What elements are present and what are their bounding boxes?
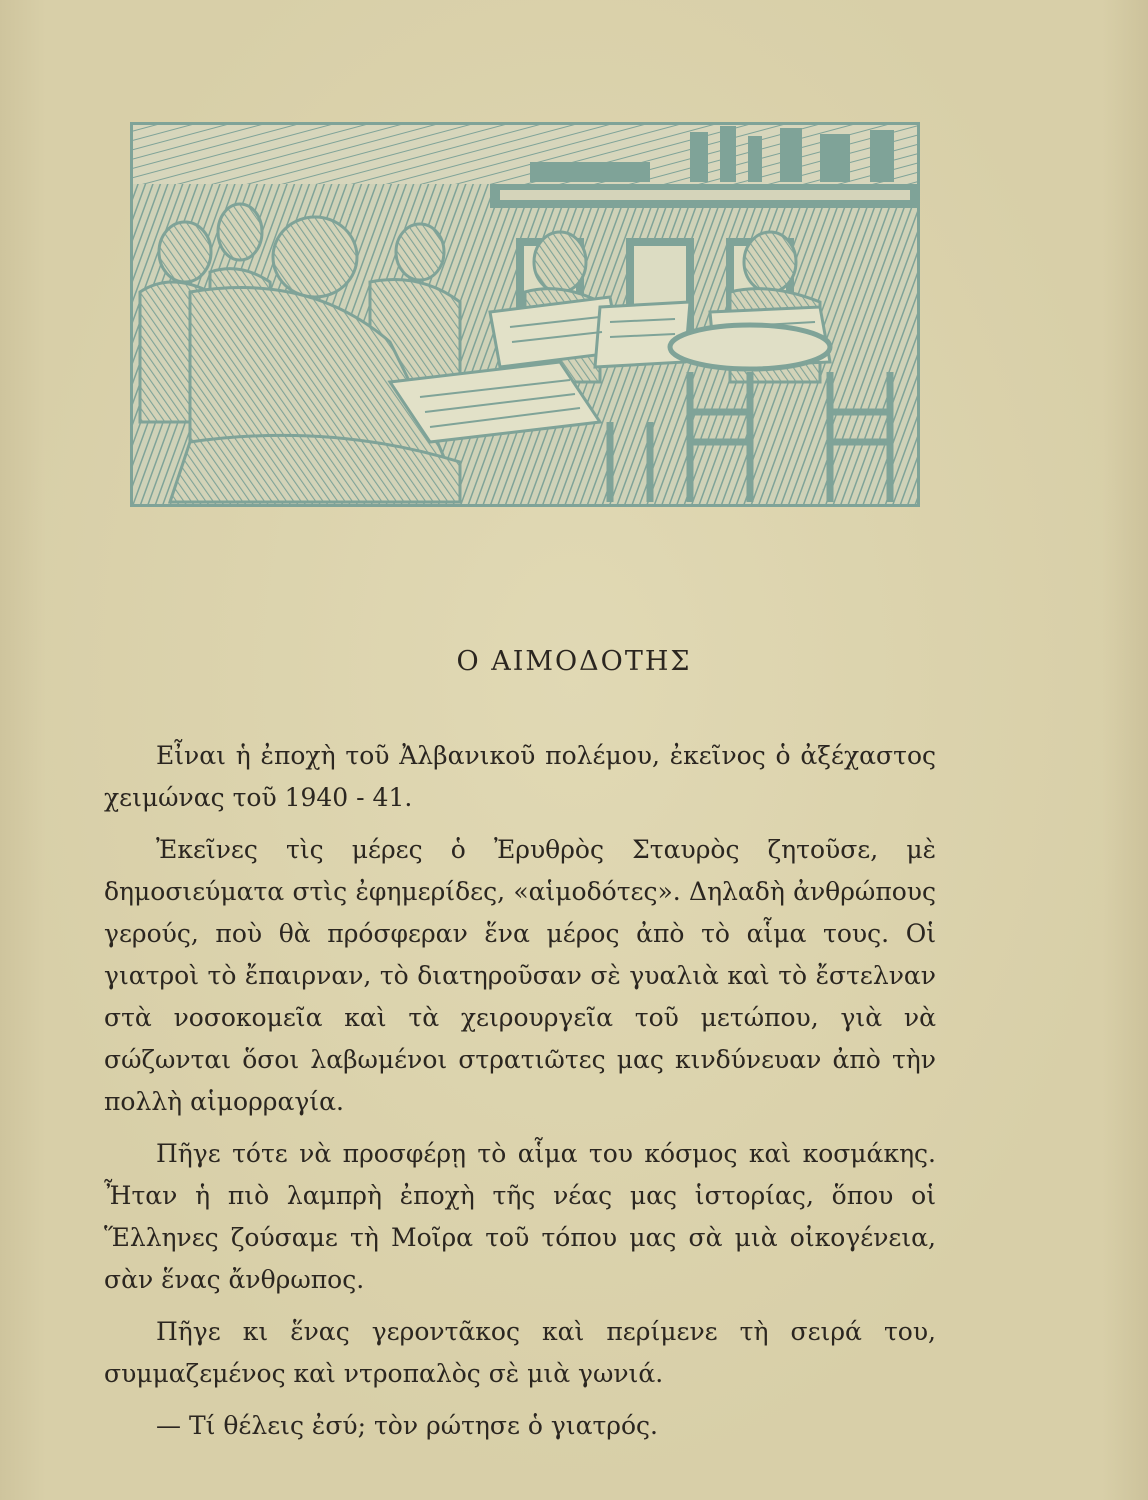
cafe-newspaper-readers-image bbox=[130, 122, 920, 507]
dialogue-line: — Τί θέλεις ἐσύ; τὸν ρώτησε ὁ γιατρός. bbox=[156, 1411, 659, 1440]
chapter-title: Ο ΑΙΜΟΔΟΤΗΣ bbox=[456, 646, 692, 677]
woodcut-illustration bbox=[130, 122, 920, 507]
paragraph: Πῆγε κι ἕνας γεροντᾶκος καὶ περίμενε τὴ σειρά του, συμμαζεμένος καὶ ντροπαλὸς σὲ μιὰ γωνιά. bbox=[104, 1317, 936, 1388]
body-text bbox=[104, 735, 936, 1457]
paragraph: Πῆγε τότε νὰ προσφέρῃ τὸ αἷμα του κόσμος καὶ κοσμάκης. Ἦταν ἡ πιὸ λαμπρὴ ἐποχὴ τῆς νέας μας ἱστορίας, ὅπου οἱ Ἕλληνες ζούσαμε τὴ Μοῖρα τοῦ τόπου μας σὰ μιὰ οἰκογένεια, σὰν ἕνας ἄνθρωπος. bbox=[104, 1139, 936, 1294]
paragraph: Ἐκεῖνες τὶς μέρες ὁ Ἐρυθρὸς Σταυρὸς ζητοῦσε, μὲ δημοσιεύματα στὶς ἐφημερίδες, «αἱμοδότες». Δηλαδὴ ἀνθρώπους γερούς, ποὺ θὰ πρόσφεραν ἕνα μέρος ἀπὸ τὸ αἷμα τους. Οἱ γιατροὶ τὸ ἔπαιρναν, τὸ διατηροῦσαν σὲ γυαλιὰ καὶ τὸ ἔστελναν στὰ νοσοκομεῖα καὶ τὰ χειρουργεῖα τοῦ μετώπου, γιὰ νὰ σώζωνται ὅσοι λαβωμένοι στρατιῶτες μας κινδύνευαν ἀπὸ τὴν πολλὴ αἱμορραγία. bbox=[104, 835, 936, 1116]
paragraph: Εἶναι ἡ ἐποχὴ τοῦ Ἀλβανικοῦ πολέμου, ἐκεῖνος ὁ ἀξέχαστος χειμώνας τοῦ 1940 - 41. bbox=[104, 741, 936, 812]
